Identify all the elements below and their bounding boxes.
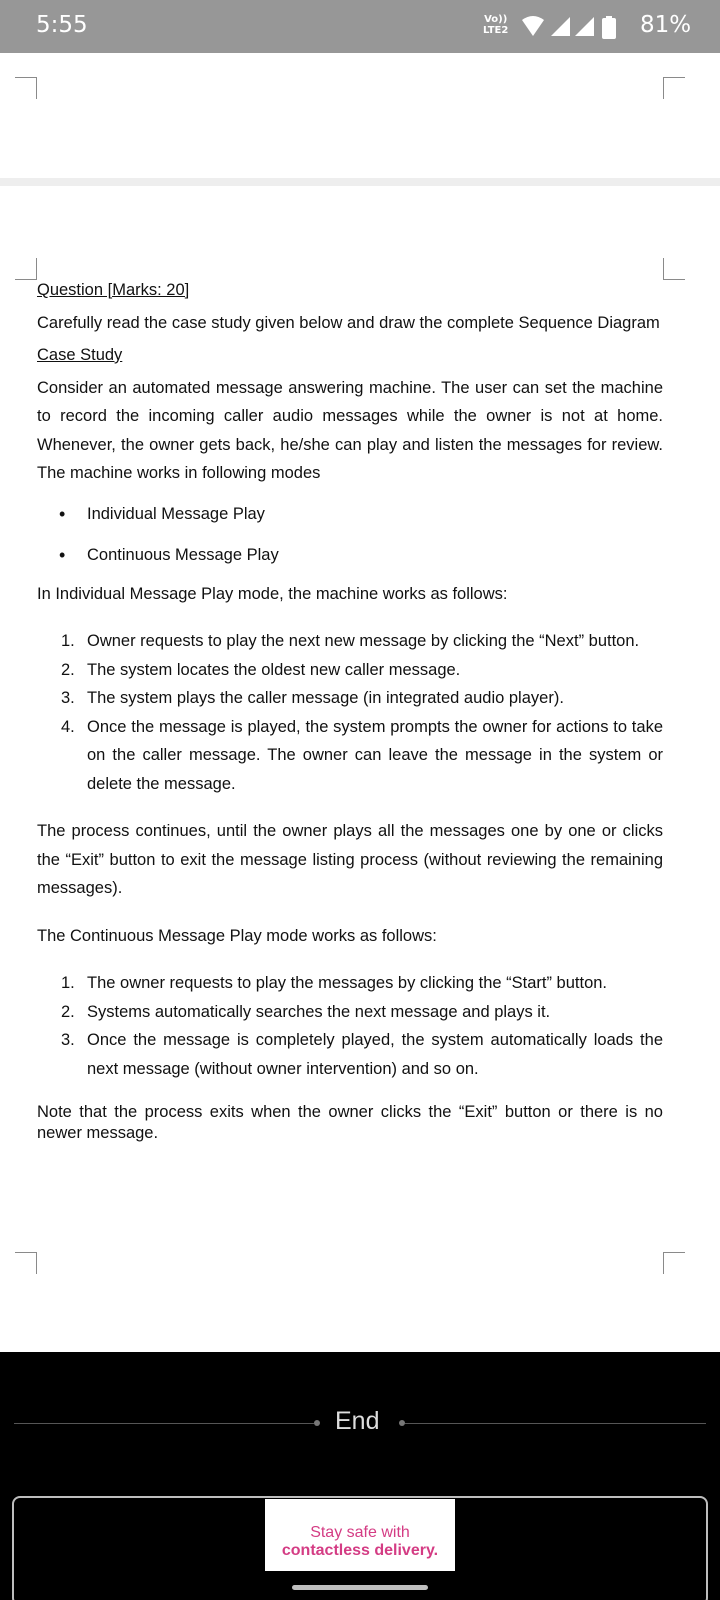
end-of-document-bar	[0, 1352, 720, 1600]
list-item: 1. Owner requests to play the next new message by clicking the “Next” button.	[61, 632, 640, 650]
ad-banner[interactable]	[265, 1499, 455, 1571]
continuous-intro: The Continuous Message Play mode works as follows:	[37, 926, 437, 945]
list-item: 3. Once the message is completely played, the system automatically loads the next message (without owner intervention) and so on.	[61, 1031, 663, 1078]
divider-dot	[314, 1420, 320, 1426]
document-body	[37, 276, 663, 1144]
list-item: 2. Systems automatically searches the next message and plays it.	[61, 1002, 551, 1021]
previous-page	[0, 53, 720, 178]
case-study-heading: Case Study	[37, 346, 123, 364]
end-label: End	[335, 1407, 380, 1435]
page-separator	[0, 178, 720, 186]
continuous-steps	[37, 969, 663, 1083]
ad-text-bold: contactless delivery.	[281, 1542, 439, 1559]
document-page[interactable]	[0, 186, 720, 1352]
crop-mark	[15, 258, 37, 280]
crop-mark	[663, 77, 685, 99]
list-item: 1. The owner requests to play the messages by clicking the “Start” button.	[61, 974, 608, 992]
list-item: 4. Once the message is played, the system prompts the owner for actions to take on the caller message. The owner can leave the message in the system or delete the message.	[61, 717, 663, 793]
signal-icon-2	[575, 17, 594, 36]
wifi-icon	[522, 16, 544, 36]
divider	[14, 1423, 314, 1424]
individual-intro: In Individual Message Play mode, the machine works as follows:	[37, 584, 508, 603]
status-bar	[0, 0, 720, 53]
volte-label: Vo))	[484, 14, 508, 25]
list-item: 3. The system plays the caller message (in integrated audio player).	[61, 689, 564, 707]
intro-paragraph: Consider an automated message answering machine. The user can set the machine to record the incoming caller audio messages while the owner is not at home. Whenever, the owner gets back, he/she can play and listen the messages for review. The machine works in following modes	[37, 378, 663, 482]
home-indicator[interactable]	[292, 1585, 428, 1590]
lte-label: LTE2	[483, 25, 509, 36]
ad-text: Stay safe with	[310, 1524, 410, 1541]
crop-mark	[15, 1252, 37, 1274]
status-time: 5:55	[36, 12, 88, 38]
volte-indicator	[483, 14, 508, 36]
list-item: 2. The system locates the oldest new caller message.	[61, 660, 461, 679]
divider	[405, 1423, 706, 1424]
list-item: • Continuous Message Play	[37, 541, 663, 570]
list-item: • Individual Message Play	[37, 500, 663, 529]
process-note: The process continues, until the owner plays all the messages one by one or clicks the “Exit” button to exit the message listing process (without reviewing the remaining messages).	[37, 822, 663, 897]
question-heading: Question [Marks: 20]	[37, 281, 190, 299]
modes-list	[37, 500, 663, 570]
battery-icon	[602, 16, 616, 39]
final-note: Note that the process exits when the owner clicks the “Exit” button or there is no newer message.	[37, 1103, 663, 1142]
crop-mark	[663, 258, 685, 280]
signal-icon	[551, 17, 570, 36]
crop-mark	[15, 77, 37, 99]
system-icons	[520, 14, 632, 40]
individual-steps	[37, 627, 663, 798]
instruction-text: Carefully read the case study given below and draw the complete Sequence Diagram	[37, 313, 660, 332]
crop-mark	[663, 1252, 685, 1274]
battery-percent: 81%	[640, 12, 692, 38]
